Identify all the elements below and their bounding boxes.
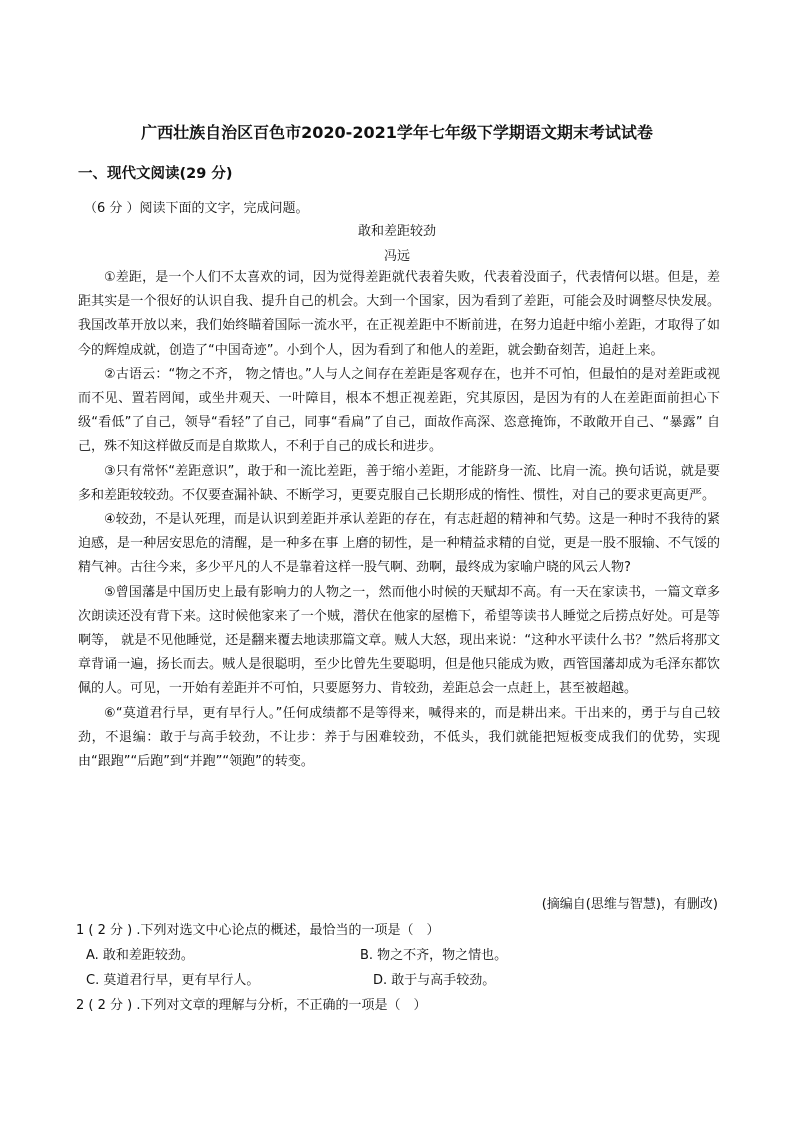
paragraph-5: ⑤曾国藩是中国历史上最有影响力的人物之一，然而他小时候的天赋却不高。有一天在家读书，一篇文章多次朗读还没有背下来。这时候他家来了一个贼，潜伏在他家的屋檐下，希望等读书人睡觉之后捞点好处。可是等啊等， 就是不见他睡觉，还是翻来覆去地读那篇文章。贼人大怒，现出来说：“这种水平读什么书？”然后将那文章背诵一遍，扬长而去。贼人是很聪明，至少比曾先生要聪明，但是他只能成为败，西管国藩却成为毛泽东都饮佩的人。可见，一开始有差距并不可怕，只要愿努力、肯较劲，差距总会一点赶上，甚至被超越。 (78, 584, 720, 697)
paragraph-4: ④较劲，不是认死理，而是认识到差距并承认差距的存在，有志赶超的精神和气势。这是一种时不我待的紧迫感，是一种居安思危的清醒，是一种多在事 上磨的韧性，是一种精益求精的自觉，更是一股不服输、不气馁的精气神。古往今来，多少平凡的人不是靠着这样一股气啊、劲啊，最终成为家喻户晓的风云人物? (78, 512, 720, 576)
article-body (78, 266, 720, 774)
paragraph-3: ③只有常怀“差距意识”，敢于和一流比差距，善于缩小差距，才能跻身一流、比肩一流。换句话说，就是要多和差距较较劲。不仅要查漏补缺、不断学习，更要克服自己长期形成的惰性、惯性，对自己的要求更高更严。 (78, 463, 720, 503)
paragraph-2: ②古语云：“物之不齐， 物之情也。”人与人之间存在差距是客观存在，也并不可怕，但最怕的是对差距或视而不见、置若罔闻，或坐井观天、一叶障目，根本不想正视差距，究其原因，是因为有的人在差距面前担心下级“看低”了自己，领导“看轻”了自己，同事“看扁”了自己，面故作高深、恣意掩饰，不敢敞开自己、“暴露” 自己，殊不知这样做反而是自欺欺人，不利于自己的成长和进步。 (78, 366, 720, 455)
article-source: (摘编自(思维与智慧)，有删改) (541, 897, 718, 912)
paragraph-1: ①差距，是一个人们不太喜欢的词，因为觉得差距就代表着失败，代表着没面子，代表情何以堪。但是，差距其实是一个很好的认识自我、提升自己的机会。大到一个国家，因为看到了差距，可能会及时调整尽快发展。我国改革开放以来，我们始终瞄着国际一流水平，在正视差距中不断前进，在努力追赶中缩小差距，才取得了如今的辉煌成就，创造了“中国奇迹”。小到个人，因为看到了和他人的差距，就会勤奋刻苦，追赶上来。 (78, 270, 720, 358)
question-1-option-c[interactable]: C. 莫道君行早，更有早行人。 (86, 973, 260, 988)
section-heading: 一、现代文阅读(29 分) (78, 166, 233, 182)
question-1-stem: 1 ( 2 分 ) .下列对选文中心论点的概述，最恰当的一项是（ ） (76, 923, 440, 938)
question-2-stem: 2 ( 2 分 ) .下列对文章的理解与分析，不正确的一项是（ ） (76, 998, 427, 1013)
question-1-option-d[interactable]: D. 敢于与高手较劲。 (373, 973, 496, 988)
article-author: 冯远 (383, 249, 410, 264)
question-1-option-b[interactable]: B. 物之不齐，物之情也。 (360, 948, 508, 963)
reading-instruction: （6 分 ）阅读下面的文字，完成问题。 (84, 201, 309, 216)
article-title: 敢和差距较劲 (357, 224, 436, 239)
question-1-option-a[interactable]: A. 敢和差距较劲。 (86, 948, 194, 963)
paragraph-6: ⑥“莫道君行早，更有早行人。”任何成绩都不是等得来，喊得来的，而是耕出来。干出来的，勇于与自己较劲，不退编：敢于与高手较劲，不让步：养于与困难较劲，不低头，我们就能把短板变成我们的优势，实现由“跟跑”“后跑”到“并跑”“领跑”的转变。 (78, 705, 720, 770)
exam-title: 广西壮族自治区百色市2020-2021学年七年级下学期语文期末考试试卷 (141, 123, 653, 142)
